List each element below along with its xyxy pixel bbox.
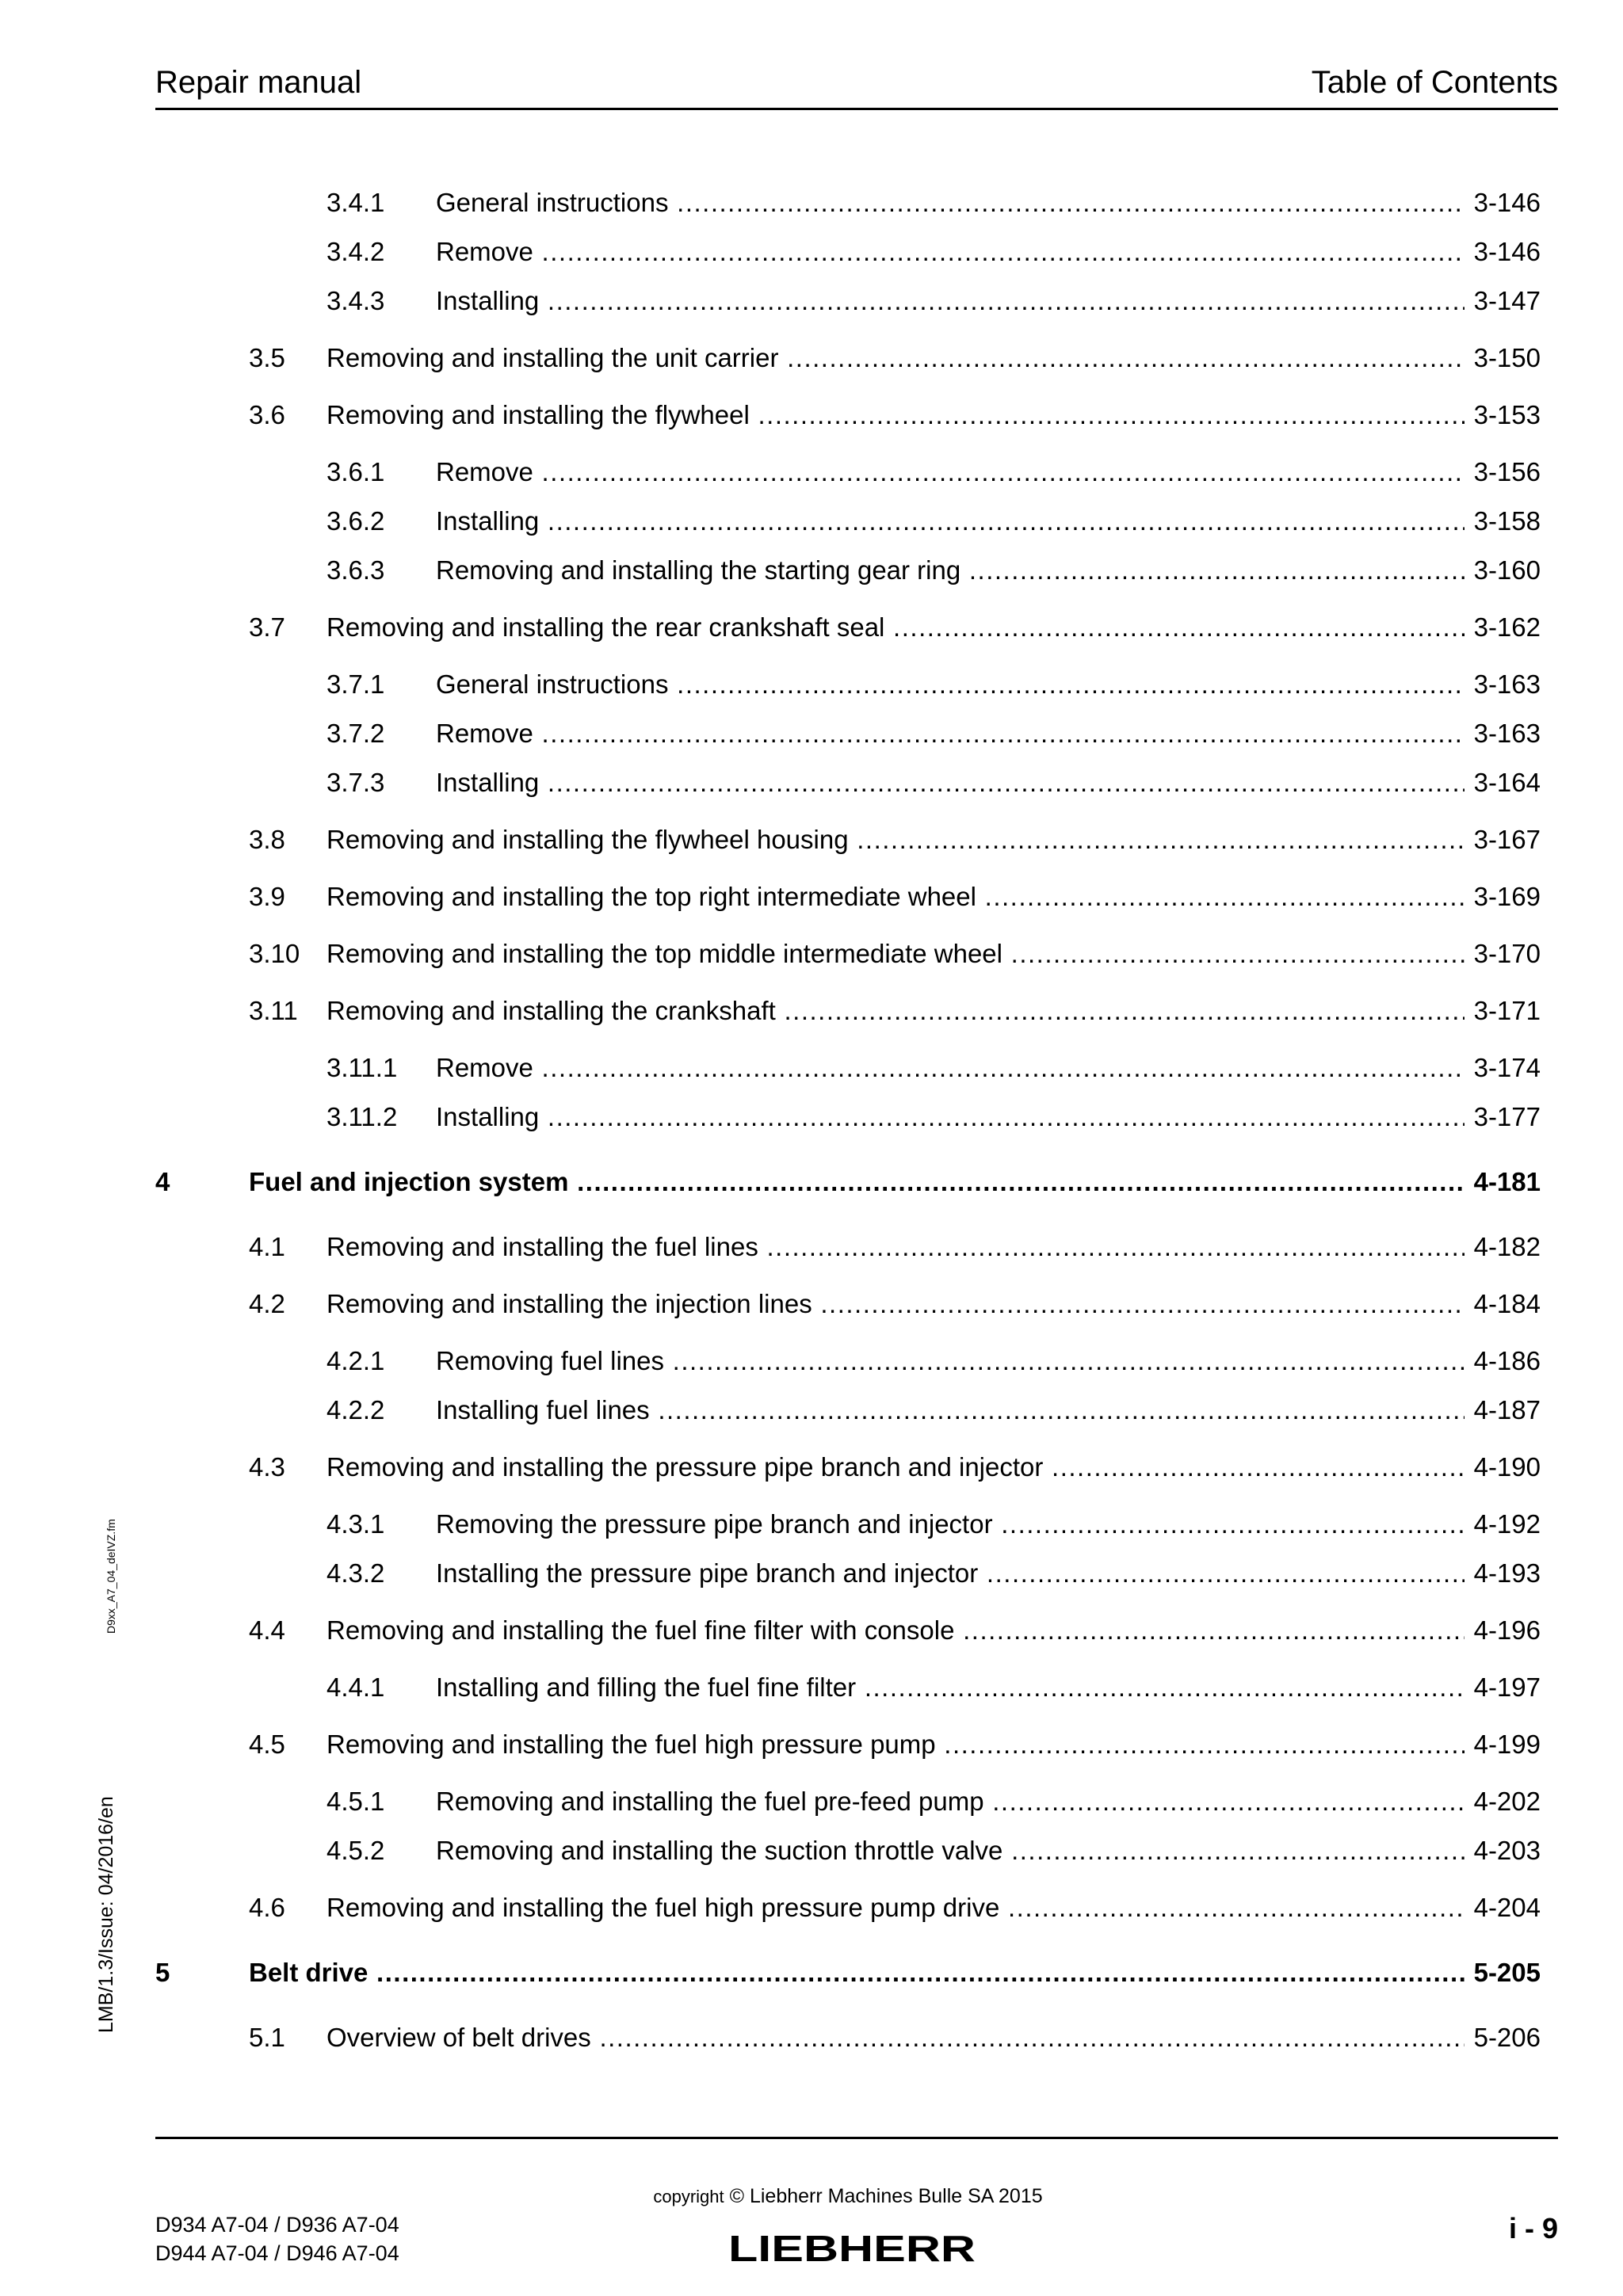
toc-entry[interactable]: [0, 1784, 1623, 1819]
toc-entry[interactable]: [0, 994, 1623, 1028]
toc-entry[interactable]: [0, 765, 1623, 800]
toc-entry[interactable]: [0, 1955, 1623, 1990]
toc-entry-page: 3-146: [1473, 237, 1541, 266]
toc-entry-number: 3.9: [249, 882, 285, 911]
toc-entry[interactable]: [0, 398, 1623, 433]
toc-entry-page: 4-204: [1473, 1893, 1541, 1922]
toc-entry-number: 3.6.2: [327, 506, 385, 536]
toc-entry-title: Removing and installing the starting gear ring .....: [436, 553, 1465, 588]
toc-entry[interactable]: [0, 1556, 1623, 1591]
toc-entry-page: 3-146: [1473, 188, 1541, 217]
header-right-title: Table of Contents: [1311, 65, 1558, 100]
toc-entry-page: 3-150: [1473, 343, 1541, 372]
toc-entry-page: 4-196: [1473, 1615, 1541, 1645]
toc-entry[interactable]: [0, 1344, 1623, 1379]
toc-entry[interactable]: [0, 1165, 1623, 1199]
models-line-1: D934 A7-04 / D936 A7-04: [155, 2213, 399, 2237]
toc-entry-number: 3.10: [249, 939, 300, 968]
toc-entry-number: 4.3: [249, 1452, 285, 1482]
copyright-notice: [0, 2185, 1623, 2208]
toc-entry-number: 4.2: [249, 1289, 285, 1318]
toc-entry-title: Removing and installing the rear crankshaft seal .....: [327, 610, 1465, 645]
toc-entry-number: 3.7.1: [327, 669, 385, 699]
toc-entry-title: General instructions .....: [436, 667, 1465, 702]
toc-entry-title: Remove .....: [436, 455, 1465, 490]
toc-entry-number: 4.1: [249, 1232, 285, 1261]
toc-entry-page: 3-158: [1473, 506, 1541, 536]
header-divider: [155, 108, 1558, 110]
toc-entry-number: 3.4.1: [327, 188, 385, 217]
toc-entry-page: 4-186: [1473, 1346, 1541, 1375]
toc-entry-title: Removing and installing the unit carrier .....: [327, 341, 1465, 376]
toc-entry-title: Removing and installing the top right intermediate wheel .....: [327, 879, 1465, 914]
toc-entry-page: 3-164: [1473, 768, 1541, 797]
toc-entry[interactable]: [0, 1287, 1623, 1322]
toc-entry-page: 3-170: [1473, 939, 1541, 968]
toc-entry-title: Remove .....: [436, 1051, 1465, 1085]
toc-entry[interactable]: [0, 716, 1623, 751]
toc-entry[interactable]: [0, 822, 1623, 857]
toc-entry-page: 3-162: [1473, 612, 1541, 642]
toc-entry-title: Installing .....: [436, 1100, 1465, 1135]
engine-models: [155, 2210, 399, 2267]
toc-entry[interactable]: [0, 1833, 1623, 1868]
toc-entry-title: Removing and installing the fuel pre-feed pump .....: [436, 1784, 1465, 1819]
toc-entry-title: Removing and installing the flywheel housing .....: [327, 822, 1465, 857]
toc-entry-number: 3.6.3: [327, 555, 385, 585]
toc-entry-title: Installing .....: [436, 765, 1465, 800]
toc-entry[interactable]: [0, 504, 1623, 539]
toc-entry[interactable]: [0, 1890, 1623, 1925]
toc-entry[interactable]: [0, 284, 1623, 318]
toc-entry-title: Removing and installing the suction throttle valve .....: [436, 1833, 1465, 1868]
footer-divider: [155, 2137, 1558, 2139]
toc-entry-page: 4-203: [1473, 1836, 1541, 1865]
models-line-2: D944 A7-04 / D946 A7-04: [155, 2241, 399, 2265]
toc-entry-number: 5: [155, 1958, 170, 1987]
toc-entry-title: Installing .....: [436, 504, 1465, 539]
copyright-prefix: copyright: [653, 2187, 724, 2206]
toc-entry-number: 4.5.2: [327, 1836, 385, 1865]
toc-entry[interactable]: [0, 1670, 1623, 1705]
toc-entry[interactable]: [0, 455, 1623, 490]
toc-entry-page: 4-197: [1473, 1672, 1541, 1702]
toc-entry[interactable]: [0, 1393, 1623, 1428]
toc-entry-title: Removing and installing the fuel high pressure pump drive .....: [327, 1890, 1465, 1925]
toc-entry-number: 4.2.2: [327, 1395, 385, 1425]
toc-entry-number: 3.8: [249, 825, 285, 854]
toc-entry-page: 4-192: [1473, 1509, 1541, 1539]
toc-entry-title: Remove .....: [436, 235, 1465, 269]
page-number: i - 9: [1508, 2212, 1558, 2245]
toc-entry-page: 4-199: [1473, 1730, 1541, 1759]
toc-entry-page: 4-181: [1473, 1167, 1541, 1196]
toc-entry-number: 3.7.2: [327, 719, 385, 748]
toc-entry[interactable]: [0, 879, 1623, 914]
toc-entry-title: Removing and installing the crankshaft .....: [327, 994, 1465, 1028]
toc-entry[interactable]: [0, 341, 1623, 376]
toc-entry[interactable]: [0, 1507, 1623, 1542]
toc-entry[interactable]: [0, 1613, 1623, 1648]
toc-entry[interactable]: [0, 1100, 1623, 1135]
toc-entry-number: 4.4.1: [327, 1672, 385, 1702]
toc-entry[interactable]: [0, 936, 1623, 971]
toc-entry-title: Installing the pressure pipe branch and injector .....: [436, 1556, 1465, 1591]
toc-entry[interactable]: [0, 667, 1623, 702]
toc-entry[interactable]: [0, 185, 1623, 220]
toc-entry-title: Installing fuel lines .....: [436, 1393, 1465, 1428]
toc-entry-title: Removing and installing the injection lines .....: [327, 1287, 1465, 1322]
toc-entry-number: 3.6.1: [327, 457, 385, 486]
toc-entry-title: Fuel and injection system .....: [249, 1165, 1465, 1199]
toc-entry-page: 3-169: [1473, 882, 1541, 911]
toc-entry-page: 4-187: [1473, 1395, 1541, 1425]
toc-entry-number: 3.5: [249, 343, 285, 372]
toc-entry[interactable]: [0, 235, 1623, 269]
toc-entry-number: 3.6: [249, 400, 285, 429]
toc-entry-number: 3.11: [249, 996, 298, 1025]
toc-entry-title: Removing and installing the top middle intermediate wheel .....: [327, 936, 1465, 971]
toc-entry-number: 4.3.2: [327, 1558, 385, 1588]
toc-entry-title: Removing and installing the pressure pipe branch and injector .....: [327, 1450, 1465, 1485]
toc-entry-title: Belt drive .....: [249, 1955, 1465, 1990]
toc-entry-title: Removing fuel lines .....: [436, 1344, 1465, 1379]
toc-entry-title: Installing .....: [436, 284, 1465, 318]
toc-entry-page: 3-153: [1473, 400, 1541, 429]
toc-entry-page: 3-160: [1473, 555, 1541, 585]
toc-entry[interactable]: [0, 610, 1623, 645]
toc-entry[interactable]: [0, 1727, 1623, 1762]
toc-entry-page: 4-184: [1473, 1289, 1541, 1318]
toc-entry-title: Removing and installing the fuel fine filter with console .....: [327, 1613, 1465, 1648]
toc-entry-page: 3-163: [1473, 719, 1541, 748]
header-left-title: Repair manual: [155, 65, 362, 100]
toc-entry-title: Removing and installing the fuel lines .....: [327, 1230, 1465, 1264]
toc-entry-number: 3.11.2: [327, 1102, 398, 1131]
toc-entry[interactable]: [0, 1450, 1623, 1485]
toc-entry-title: Removing and installing the fuel high pressure pump .....: [327, 1727, 1465, 1762]
toc-entry-page: 4-190: [1473, 1452, 1541, 1482]
copyright-text: © Liebherr Machines Bulle SA 2015: [729, 2185, 1043, 2207]
toc-entry-title: Overview of belt drives .....: [327, 2020, 1465, 2055]
toc-entry[interactable]: [0, 1230, 1623, 1264]
toc-entry-title: Remove .....: [436, 716, 1465, 751]
toc-entry[interactable]: [0, 1051, 1623, 1085]
toc-entry-title: Installing and filling the fuel fine filter .....: [436, 1670, 1465, 1705]
toc-entry-page: 5-206: [1473, 2023, 1541, 2052]
toc-entry[interactable]: [0, 553, 1623, 588]
toc-entry-title: Removing and installing the flywheel .....: [327, 398, 1465, 433]
toc-entry-number: 3.4.2: [327, 237, 385, 266]
toc-entry-number: 3.7: [249, 612, 285, 642]
toc-entry-number: 4.2.1: [327, 1346, 385, 1375]
liebherr-logo: [726, 2228, 978, 2267]
toc-entry-page: 4-182: [1473, 1232, 1541, 1261]
toc-entry-number: 4.5.1: [327, 1787, 385, 1816]
toc-entry-page: 3-174: [1473, 1053, 1541, 1082]
toc-entry-number: 4.6: [249, 1893, 285, 1922]
toc-entry-page: 4-202: [1473, 1787, 1541, 1816]
toc-entry-page: 5-205: [1473, 1958, 1541, 1987]
toc-entry-title: Removing the pressure pipe branch and injector .....: [436, 1507, 1465, 1542]
toc-entry-page: 4-193: [1473, 1558, 1541, 1588]
toc-entry-number: 3.11.1: [327, 1053, 398, 1082]
side-issue-label: LMB/1.3/Issue: 04/2016/en: [95, 1796, 117, 2033]
toc-entry-number: 4.3.1: [327, 1509, 385, 1539]
toc-entry-number: 3.7.3: [327, 768, 385, 797]
toc-entry-page: 3-163: [1473, 669, 1541, 699]
toc-entry-page: 3-156: [1473, 457, 1541, 486]
toc-entry-page: 3-171: [1473, 996, 1541, 1025]
toc-entry-number: 4: [155, 1167, 170, 1196]
toc-entry-page: 3-147: [1473, 286, 1541, 315]
toc-entry[interactable]: [0, 2020, 1623, 2055]
liebherr-logo-text: LIEBHERR: [728, 2228, 976, 2267]
toc-entry-number: 4.4: [249, 1615, 285, 1645]
toc-entry-page: 3-167: [1473, 825, 1541, 854]
toc-entry-number: 4.5: [249, 1730, 285, 1759]
toc-entry-page: 3-177: [1473, 1102, 1541, 1131]
toc-entry-title: General instructions .....: [436, 185, 1465, 220]
toc-entry-number: 5.1: [249, 2023, 285, 2052]
side-file-label: D9xx_A7_04_deIVZ.fm: [105, 1519, 117, 1634]
toc-entry-number: 3.4.3: [327, 286, 385, 315]
